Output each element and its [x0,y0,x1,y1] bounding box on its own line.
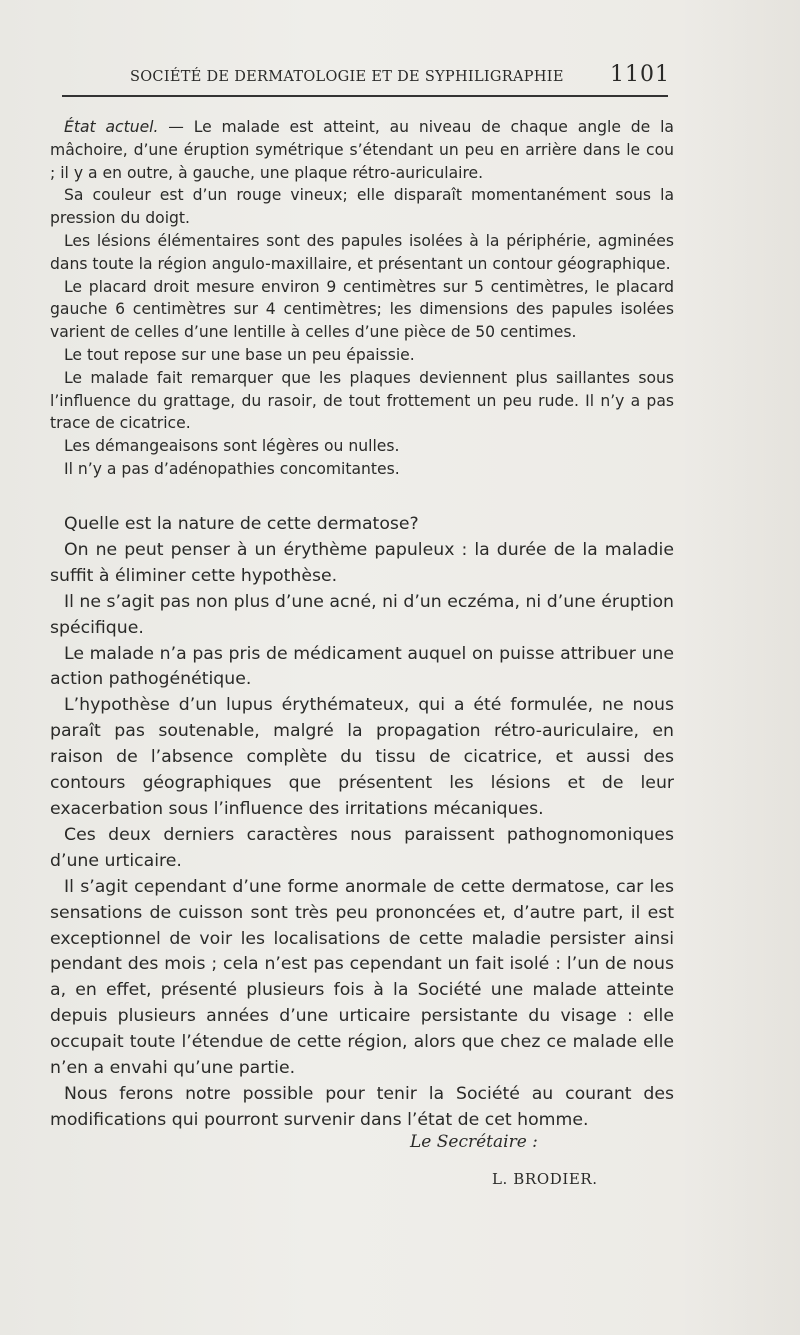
signature-title: Le Secrétaire : [410,1132,538,1152]
clinical-report [50,116,674,481]
discussion [50,512,674,1134]
discussion-paragraph: L’hypothèse d’un lupus érythémateux, qui a été formulée, ne nous paraît pas soutenable, malgré la propagation rétro-auriculaire, en raison de l’absence complète du tissu de cicatrice, et aussi des contours géographiques que présentent les lésions et de leur exacerbation sous l’influence des irritations mécaniques. [50,695,674,819]
report-paragraph: Les démangeaisons sont légères ou nulles. [64,437,400,456]
discussion-paragraph: Ces deux derniers caractères nous paraissent pathognomoniques d’une urticaire. [50,824,674,871]
discussion-paragraph: On ne peut penser à un érythème papuleux : la durée de la maladie suffit à éliminer cette hypothèse. [50,539,674,586]
report-paragraph: Le malade fait remarquer que les plaques deviennent plus saillantes sous l’influence du grattage, du rasoir, de tout frottement un peu rude. Il n’y a pas trace de cicatrice. [50,368,674,433]
discussion-paragraph: Nous ferons notre possible pour tenir la Société au courant des modifications qui pourront survenir dans l’état de cet homme. [50,1083,674,1130]
report-paragraph: Le tout repose sur une base un peu épaissie. [64,345,415,364]
report-lead-paragraph [50,116,674,184]
page-shading [680,0,800,1335]
report-paragraph: Les lésions élémentaires sont des papules isolées à la périphérie, agminées dans toute la région angulo-maxillaire, et présentant un contour géographique. [50,231,674,273]
discussion-paragraph: Quelle est la nature de cette dermatose? [64,514,419,534]
signature-name: L. BRODIER. [492,1170,598,1188]
lead-text: — Le malade est atteint, au niveau de chaque angle de la mâchoire, d’une éruption symétrique s’étendant un peu en arrière dans le cou ; il y a en outre, à gauche, une plaque rétro-auriculaire. [50,118,674,182]
lead-label: État actuel. [64,118,159,136]
page-header [130,62,670,87]
report-paragraph: Il n’y a pas d’adénopathies concomitantes. [64,459,400,478]
discussion-paragraph: Le malade n’a pas pris de médicament auquel on puisse attribuer une action pathogénétique. [50,643,674,690]
report-paragraph: Sa couleur est d’un rouge vineux; elle disparaît momentanément sous la pression du doigt. [50,186,674,228]
header-rule [62,95,668,97]
running-head: SOCIÉTÉ DE DERMATOLOGIE ET DE SYPHILIGRAPHIE [130,69,564,85]
report-paragraph: Le placard droit mesure environ 9 centimètres sur 5 centimètres, le placard gauche 6 centimètres sur 4 centimètres; les dimensions des papules isolées varient de celles d’une lentille à celles d’une pièce de 50 centimes. [50,277,674,342]
discussion-paragraph: Il s’agit cependant d’une forme anormale de cette dermatose, car les sensations de cuisson sont très peu prononcées et, d’autre part, il est exceptionnel de voir les localisations de cette maladie persister ainsi pendant des mois ; cela n’est pas cependant un fait isolé : l’un de nous a, en effet, présenté plusieurs fois à la Société une malade atteinte depuis plusieurs années d’une urticaire persistante du visage : elle occupait toute l’étendue de cette région, alors que chez ce malade elle n’en a envahi qu’une partie. [50,876,674,1079]
page-number: 1101 [610,62,670,87]
discussion-paragraph: Il ne s’agit pas non plus d’une acné, ni d’un eczéma, ni d’une éruption spécifique. [50,591,674,638]
